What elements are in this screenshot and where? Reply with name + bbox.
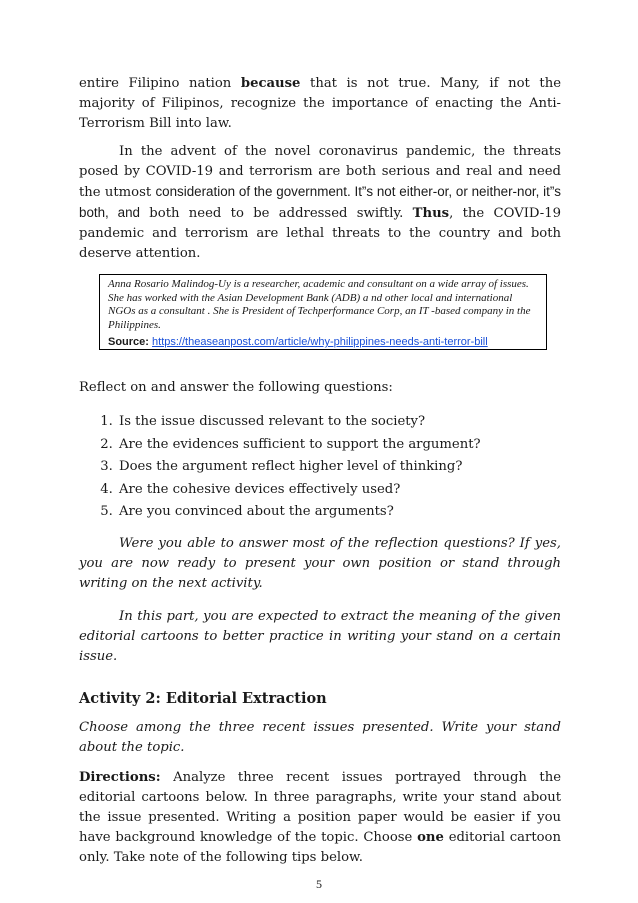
text-run: , the COVID-19 pandemic and terrorism are lethal threats to the country and both deserve attention. [79,206,561,261]
paragraph-continuation [79,74,561,134]
question-item: 4. Are the cohesive devices effectively used? [117,480,561,500]
bold-text: Thus [412,206,450,221]
text-run: Analyze three recent issues portrayed through the editorial cartoons below. In three paragraphs, write your stand about the issue presented. Writing a position paper would be easier if you have background knowledge of the topic. Choose [79,770,561,845]
source-link[interactable]: https://theaseanpost.com/article/why-philippines-needs-anti-terror-bill [152,336,488,348]
question-item: 2. Are the evidences sufficient to support the argument? [117,435,561,455]
sans-text-run: consideration of the government. It”s not either-or, or neither-nor, it”s both, and [79,184,561,220]
author-bio-text: Anna Rosario Malindog-Uy is a researcher, academic and consultant on a wide array of issues. She has worked with the Asian Development Bank (ADB) a nd other local and international NGOs as a consultant . She is President of Techperformance Corp, an IT -based company in the Philippines. [108,278,531,331]
this-part-instruction: In this part, you are expected to extract the meaning of the given editorial cartoons to better practice in writing your stand on a certain issue. [79,609,561,664]
text-run: editorial cartoon only. Take note of the following tips below. [79,830,561,865]
page-number: 5 [316,877,322,891]
text-run: entire Filipino nation [79,76,241,91]
directions-paragraph [79,768,561,868]
reflection-check: Were you able to answer most of the reflection questions? If yes, you are now ready to present your own position or stand through writing on the next activity. [79,536,561,591]
question-item: 1. Is the issue discussed relevant to the society? [117,412,561,432]
activity-title: Activity 2: Editorial Extraction [79,690,327,707]
questions-list [79,412,561,522]
text-run: both need to be addressed swiftly. [139,206,413,221]
bold-text: one [417,830,444,845]
author-bio-box [99,274,547,350]
bold-text: because [240,76,301,91]
text-run: In the advent of the novel coronavirus pandemic, the threats posed by COVID-19 and terrorism are both serious and real and need the utmost [79,144,561,200]
text-run: that is not true. Many, if not the majority of Filipinos, recognize the importance of enacting the Anti-Terrorism Bill into law. [79,76,561,131]
question-item: 3. Does the argument reflect higher level of thinking? [117,457,561,477]
choose-instruction: Choose among the three recent issues presented. Write your stand about the topic. [79,720,561,755]
paragraph-covid-terrorism [79,142,561,264]
source-line [108,336,538,350]
document-body [79,74,561,868]
directions-label: Directions: [79,770,161,785]
source-label: Source: [108,336,149,348]
question-item: 5. Are you convinced about the arguments? [117,502,561,522]
reflect-intro: Reflect on and answer the following questions: [79,380,393,395]
